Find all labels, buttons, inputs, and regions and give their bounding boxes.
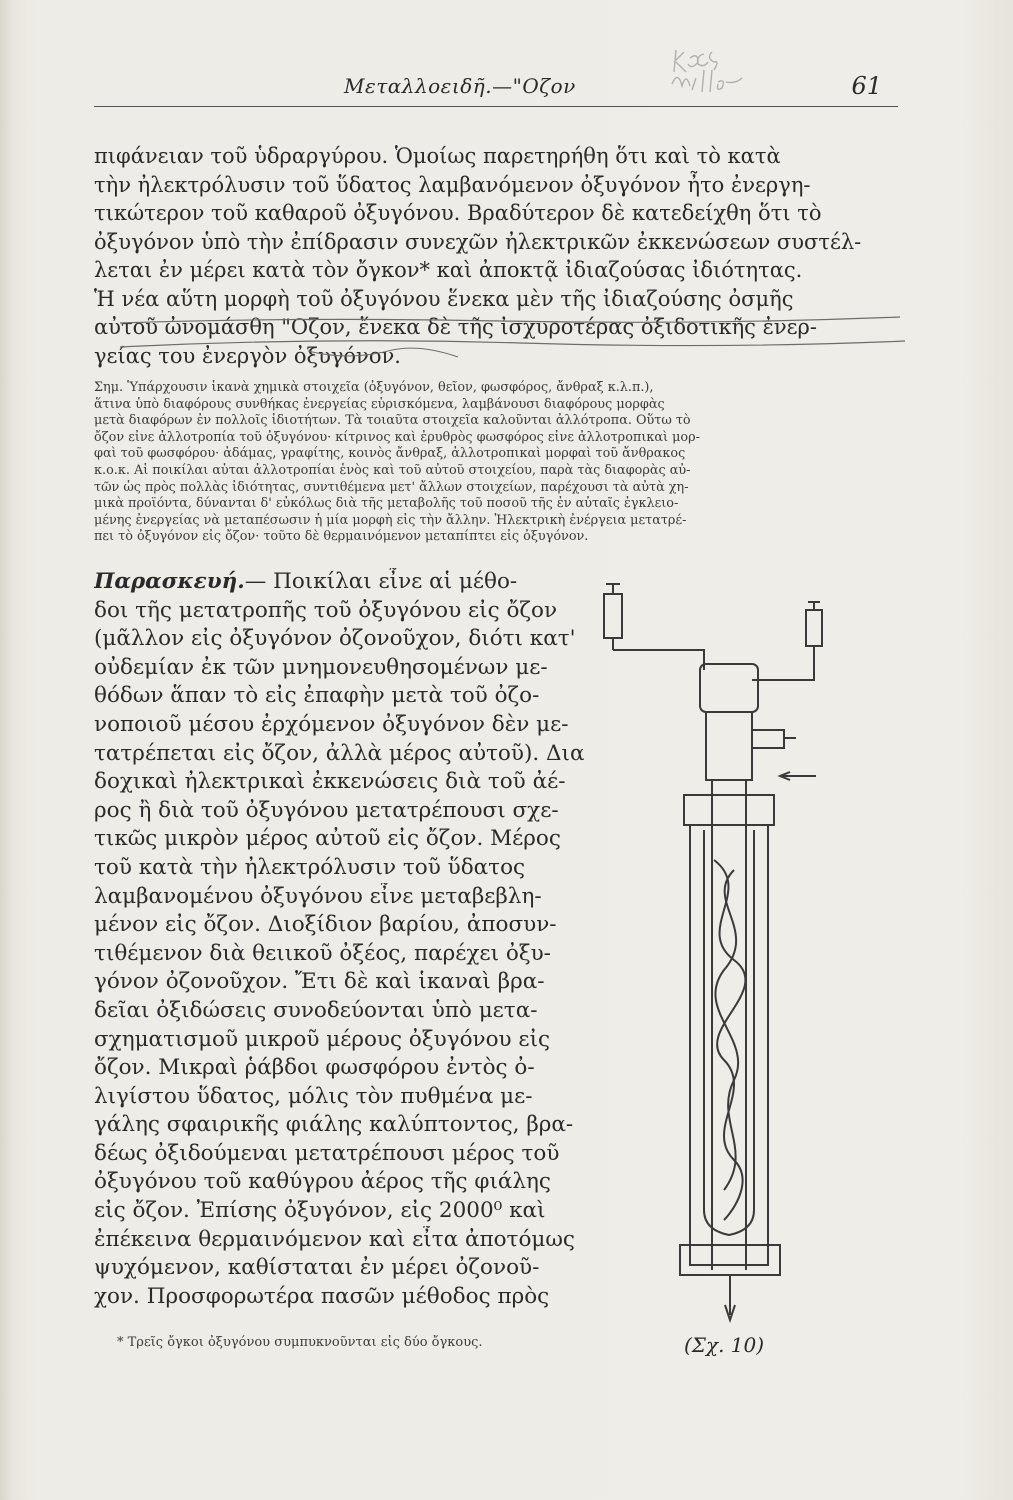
ozonizer-illustration	[584, 580, 884, 1340]
paragraph-line: ὀξυγόνον ὑπὸ τὴν ἐπίδρασιν συνεχῶν ἠλεκτρικῶν ἐκκενώσεων συστέλ-	[94, 229, 862, 254]
note-line: ὄζον εἶνε ἀλλοτροπία τοῦ ὀξυγόνου· κίτρινος καὶ ἐρυθρὸς φωσφόρος εἶνε ἀλλοτροπικαὶ μορ-	[94, 429, 700, 445]
section-line: δοι τῆς μετατροπῆς τοῦ ὀξυγόνου εἰς ὄζον	[94, 597, 558, 623]
section-line: ἐπέκεινα θερμαινόμενον καὶ εἶτα ἀποτόμως	[94, 1226, 575, 1252]
paragraph-line: τὴν ἠλεκτρόλυσιν τοῦ ὕδατος λαμβανόμενον ὀξυγόνον ἦτο ἐνεργη-	[94, 172, 811, 197]
section-line: ρος ἢ διὰ τοῦ ὀξυγόνου μετατρέπουσι σχε-	[94, 797, 559, 823]
section-line: ὄζον. Μικραὶ ῥάβδοι φωσφόρου ἐντὸς ὀ-	[94, 1055, 535, 1081]
figure-caption: (Σχ. 10)	[684, 1333, 765, 1357]
section-line: σχηματισμοῦ μικροῦ μέρους ὀξυγόνου εἰς	[94, 1026, 551, 1052]
note-line: μετὰ διαφόρων ἐν πολλοῖς ἰδιοτήτων. Τὰ τοιαῦτα στοιχεῖα καλοῦνται ἀλλότροπα. Οὕτω τὸ	[94, 413, 691, 429]
note-line: ἅτινα ὑπὸ διαφόρους συνθήκας ἐνεργείας εὑρισκόμενα, λαμβάνουσι διαφόρους μορφὰς	[94, 396, 665, 412]
note-line: φαὶ τοῦ φωσφόρου· ἀδάμας, γραφίτης, κοινὸς ἄνθραξ, ἀλλοτροπικαὶ μορφαὶ τοῦ ἄνθρακος	[94, 446, 686, 462]
section-line: τιθέμενον διὰ θειικοῦ ὀξέος, παρέχει ὀξυ-	[94, 940, 551, 966]
section-line: τικῶς μικρὸν μέρος αὐτοῦ εἰς ὄζον. Μέρος	[94, 826, 561, 852]
paragraph-line: πιφάνειαν τοῦ ὑδραργύρου. Ὁμοίως παρετηρήθη ὅτι καὶ τὸ κατὰ	[94, 144, 781, 168]
paragraph-line: Ἡ νέα αὕτη μορφὴ τοῦ ὀξυγόνου ἕνεκα μὲν τῆς ἰδιαζούσης ὀσμῆς	[94, 286, 794, 311]
note-block	[94, 380, 906, 546]
paragraph-line: γείας του ἐνεργὸν ὀξυγόνον.	[94, 343, 401, 368]
preparation-section	[94, 568, 584, 1311]
note-line: τῶν ὡς πρὸς πολλὰς ἰδιότητας, συντιθέμενα μετ' ἄλλων στοιχείων, παρέχουσι τὰ αὐτὰ χη-	[94, 479, 689, 495]
section-first-line	[94, 568, 584, 597]
section-line: οὐδεμίαν ἐκ τῶν μνημονευθησομένων με-	[94, 654, 548, 680]
section-line: τοῦ κατὰ τὴν ἠλεκτρόλυσιν τοῦ ὕδατος	[94, 854, 526, 880]
right-terminal-clamp	[806, 610, 822, 646]
section-line: μένον εἰς ὄζον. Διοξίδιον βαρίου, ἀποσυν-	[94, 912, 557, 938]
page-number: 61	[851, 72, 882, 100]
note-line: μικὰ προϊόντα, δύνανται δ' εὐκόλως διὰ τῆς μεταβολῆς τοῦ ποσοῦ τῆς ἐν αὐταῖς ἐγκλειο-	[94, 496, 679, 512]
footnote: * Τρεῖς ὄγκοι ὀξυγόνου συμπυκνοῦνται εἰς δύο ὄγκους.	[117, 1335, 483, 1350]
pencil-annotation	[660, 40, 770, 100]
note-line: μένης ἐνεργείας νὰ μεταπέσωσιν ἡ μία μορφὴ εἰς τὴν ἄλλην. Ἠλεκτρικὴ ἐνέργεια μετατρέ-	[94, 512, 687, 528]
note-line: πει τὸ ὀξυγόνον εἰς ὄζον· τοῦτο δὲ θερμαινόμενον μεταπίπτει εἰς ὀξυγόνον.	[94, 529, 589, 545]
paragraph-line: αὐτοῦ ὠνομάσθη "Οζον, ἕνεκα δὲ τῆς ἰσχυροτέρας ὀξιδοτικῆς ἐνερ-	[94, 315, 817, 339]
left-terminal-clamp	[604, 594, 622, 638]
note-line: Σημ. Ὑπάρχουσιν ἱκανὰ χημικὰ στοιχεῖα (ὀξυγόνον, θεῖον, φωσφόρος, ἄνθραξ κ.λ.π.),	[94, 380, 654, 395]
section-line: νοποιοῦ μέσου ἐρχόμενον ὀξυγόνον δὲν με-	[94, 711, 569, 737]
paragraph-line: τικώτερον τοῦ καθαροῦ ὀξυγόνου. Βραδύτερον δὲ κατεδείχθη ὅτι τὸ	[94, 201, 822, 225]
header-rule	[94, 106, 898, 107]
section-line: χον. Προσφορωτέρα πασῶν μέθοδος πρὸς	[94, 1283, 550, 1309]
section-first-line-text: — Ποικίλαι εἶνε αἱ μέθο-	[244, 569, 518, 594]
section-line: τατρέπεται εἰς ὄζον, ἀλλὰ μέρος αὐτοῦ). Δια	[94, 740, 584, 766]
handwritten-underline	[118, 295, 908, 375]
section-line: δέως ὀξιδούμεναι μετατρέπουσι μέρος τοῦ	[94, 1140, 560, 1166]
section-line: θόδων ἅπαν τὸ εἰς ἐπαφὴν μετὰ τοῦ ὀζο-	[94, 683, 540, 709]
section-line: ὀξυγόνου τοῦ καθύγρου ἀέρος τῆς φιάλης	[94, 1169, 551, 1195]
section-heading: Παρασκευή.	[94, 569, 245, 594]
running-title: Μεταλλοειδῆ.—"Οζον	[344, 74, 576, 98]
section-line: δοχικαὶ ἠλεκτρικαὶ ἐκκενώσεις διὰ τοῦ ἀέ-	[94, 769, 566, 795]
note-line: κ.ο.κ. Αἱ ποικίλαι αὗται ἀλλοτροπίαι ἑνὸς καὶ τοῦ αὐτοῦ στοιχείου, παρὰ τὰς διαφορὰς αὐ-	[94, 462, 691, 478]
section-line: λιγίστου ὕδατος, μόλις τὸν πυθμένα με-	[94, 1083, 533, 1109]
section-line: εἰς ὄζον. Ἐπίσης ὀξυγόνον, εἰς 2000⁰ καὶ	[94, 1198, 546, 1224]
section-line: (μᾶλλον εἰς ὀξυγόνον ὀζονοῦχον, διότι κατ'	[94, 626, 576, 652]
section-line: γάλης σφαιρικῆς φιάλης καλύπτοντος, βρα-	[94, 1112, 574, 1138]
page-header	[94, 66, 894, 106]
section-line: λαμβανομένου ὀξυγόνου εἶνε μεταβεβλη-	[94, 883, 542, 909]
section-line: δεῖαι ὀξιδώσεις συνοδεύονται ὑπὸ μετα-	[94, 997, 538, 1023]
section-line: ψυχόμενον, καθίσταται ἐν μέρει ὀζονοῦ-	[94, 1255, 540, 1281]
section-line: γόνον ὀζονοῦχον. Ἔτι δὲ καὶ ἱκαναὶ βρα-	[94, 969, 545, 995]
paragraph-line: λεται ἐν μέρει κατὰ τὸν ὄγκον* καὶ ἀποκτᾷ ἰδιαζούσας ἰδιότητας.	[94, 258, 803, 282]
